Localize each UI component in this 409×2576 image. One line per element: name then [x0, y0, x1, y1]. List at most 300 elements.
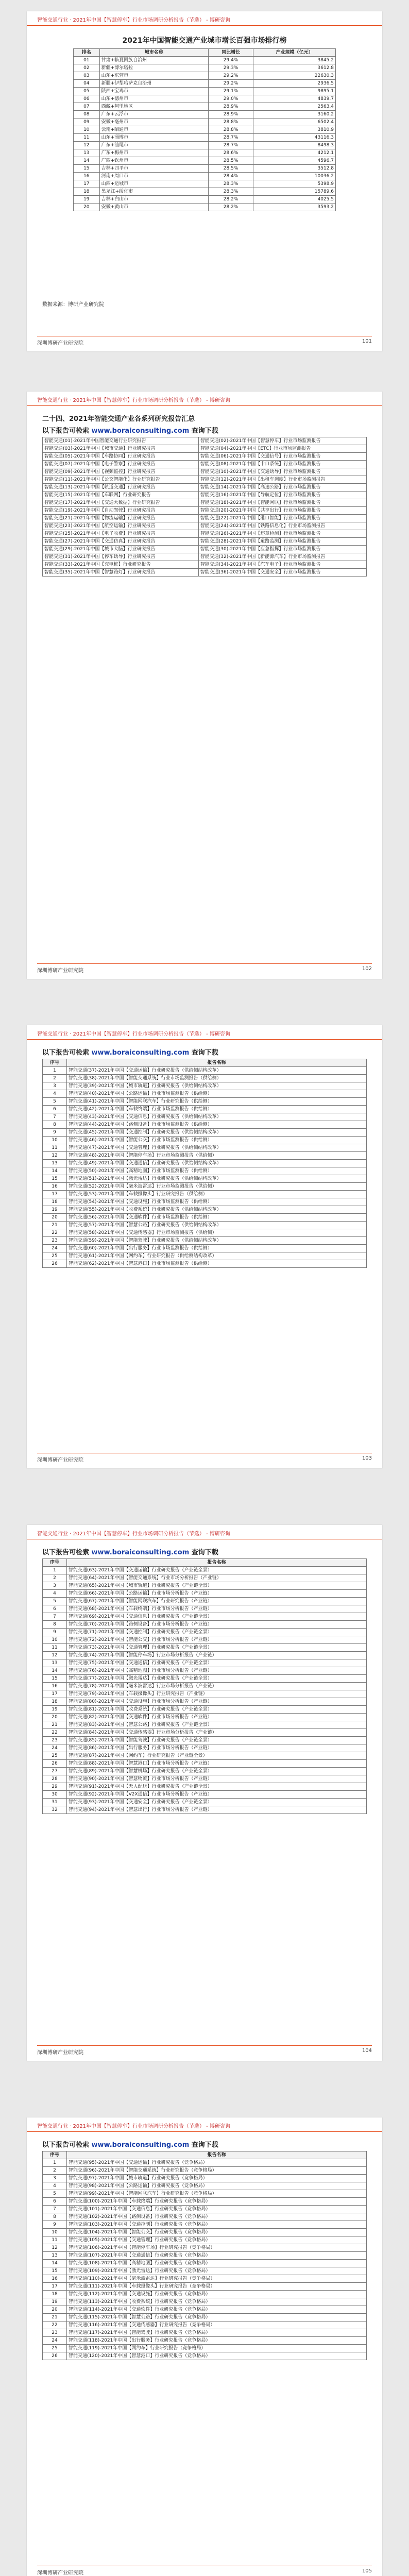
table-row: [43, 2167, 367, 2175]
row-number: 23: [43, 1237, 67, 1245]
city-cell: 新疆+博尔塔拉: [99, 64, 209, 72]
row-number: 28: [43, 1775, 67, 1783]
row-number: 1: [43, 1067, 67, 1075]
table-row: [43, 561, 367, 569]
row-number: 14: [43, 1667, 67, 1675]
table-row: [43, 1737, 367, 1744]
col-growth: 同比增长: [209, 49, 253, 57]
report-name: 智能交通(69)-2021年中国【交通信息】行业研究报告（产业链全景）: [67, 1613, 367, 1621]
row-number: 24: [43, 2337, 67, 2345]
table-row: [43, 2267, 367, 2275]
table-row: [43, 569, 367, 577]
report-item: 智能交通(08)-2021年中国【卡口系统】行业市场监测报告: [198, 461, 366, 468]
row-number: 4: [43, 1590, 67, 1598]
city-cell: 新疆+伊犁哈萨克自治州: [99, 80, 209, 88]
table-row: [43, 2175, 367, 2182]
report-name: 智能交通(65)-2021年中国【城市轨道】行业研究报告（产业链全景）: [67, 1582, 367, 1590]
growth-cell: 28.7%: [209, 142, 253, 149]
row-number: 5: [43, 2190, 67, 2198]
report-item: 智能交通(29)-2021年中国【城市大脑】行业研究报告: [43, 546, 199, 553]
page-number: 105: [362, 2568, 372, 2574]
page-footer: [37, 1453, 372, 1463]
report-item: 智能交通(07)-2021年中国【电子警察】行业研究报告: [43, 461, 199, 468]
table-row: [43, 437, 367, 445]
city-cell: 广东+云浮市: [99, 111, 209, 118]
report-item: 智能交通(33)-2021年中国【充电桩】行业研究报告: [43, 561, 199, 569]
rank-cell: 12: [74, 142, 100, 149]
report-item: 智能交通(11)-2021年中国【公交智能化】行业研究报告: [43, 476, 199, 484]
row-number: 12: [43, 1152, 67, 1160]
scale-cell: 22630.3: [253, 72, 336, 80]
report-name: 智能交通(56)-2021年中国【交通软件】行业市场监测报告（供给侧）: [67, 1214, 367, 1222]
row-number: 26: [43, 1260, 67, 1268]
report-item: 智能交通(35)-2021年中国【智慧路灯】行业研究报告: [43, 569, 199, 577]
report-item: 智能交通(30)-2021年中国【应急指挥】行业市场监测报告: [198, 546, 366, 553]
footer-org: 深圳博研产业研究院: [37, 341, 83, 346]
table-row: [43, 2221, 367, 2229]
report-name: 智能交通(38)-2021年中国【智能交通系统】行业市场监测报告（供给侧）: [67, 1075, 367, 1082]
rank-cell: 06: [74, 95, 100, 103]
table-row: [74, 111, 336, 118]
rank-cell: 08: [74, 111, 100, 118]
table-row: [43, 1121, 367, 1129]
row-number: 14: [43, 1167, 67, 1175]
city-cell: 安徽+黄山市: [99, 204, 209, 211]
table-row: [43, 1775, 367, 1783]
report-name: 智能交通(68)-2021年中国【车载终端】行业市场分析报告（产业链）: [67, 1605, 367, 1613]
row-number: 5: [43, 1098, 67, 1106]
growth-cell: 28.8%: [209, 118, 253, 126]
report-name: 智能交通(47)-2021年中国【交通管理】行业研究报告（供给侧结构改革）: [67, 1144, 367, 1152]
report-list-table: [42, 1558, 367, 1814]
table-row: [43, 1574, 367, 1582]
table-row: [74, 134, 336, 142]
report-name: 智能交通(60)-2021年中国【出行服务】行业市场监测报告（供给侧）: [67, 1245, 367, 1252]
report-item: 智能交通(15)-2021年中国【车联网】行业研究报告: [43, 492, 199, 499]
row-number: 9: [43, 1629, 67, 1636]
row-number: 11: [43, 1644, 67, 1652]
table-row: [43, 461, 367, 468]
rank-cell: 02: [74, 64, 100, 72]
growth-cell: 28.5%: [209, 165, 253, 173]
row-number: 20: [43, 1214, 67, 1222]
table-row: [74, 95, 336, 103]
report-name: 智能交通(114)-2021年中国【交通软件】行业研究报告（竞争格局）: [67, 2306, 367, 2314]
table-row: [43, 522, 367, 530]
table-row: [74, 88, 336, 95]
table-row: [74, 180, 336, 188]
report-name: 智能交通(64)-2021年中国【智能交通系统】行业市场分析报告（产业链）: [67, 1574, 367, 1582]
table-row: [43, 2275, 367, 2283]
table-row: [43, 1198, 367, 1206]
col-rank: 排名: [74, 49, 100, 57]
table-row: [43, 1152, 367, 1160]
col-scale: 产业规模（亿元）: [253, 49, 336, 57]
report-name: 智能交通(67)-2021年中国【智能网联汽车】行业研究报告（产业链）: [67, 1598, 367, 1605]
table-row: [43, 2213, 367, 2221]
scale-cell: 4025.5: [253, 196, 336, 204]
report-name: 智能交通(79)-2021年中国【车载摄像头】行业研究报告（产业链）: [67, 1690, 367, 1698]
table-row: [43, 1644, 367, 1652]
table-row: [43, 1791, 367, 1799]
report-name: 智能交通(117)-2021年中国【智能驾驶】行业研究报告（竞争格局）: [67, 2329, 367, 2337]
table-row: [43, 2298, 367, 2306]
city-cell: 吉林+四平市: [99, 165, 209, 173]
table-row: [43, 1714, 367, 1721]
search-hint: 以下报告可检索 www.boraiconsulting.com 查询下载: [42, 2141, 218, 2149]
rank-cell: 14: [74, 157, 100, 165]
report-name: 智能交通(103)-2021年中国【交通控制】行业研究报告（竞争格局）: [67, 2221, 367, 2229]
row-number: 24: [43, 1245, 67, 1252]
table-row: [43, 1605, 367, 1613]
table-row: [43, 1768, 367, 1775]
table-row: [43, 1582, 367, 1590]
row-number: 18: [43, 2291, 67, 2298]
table-row: [43, 1590, 367, 1598]
row-number: 4: [43, 2182, 67, 2190]
row-number: 7: [43, 1613, 67, 1621]
table-row: [43, 2345, 367, 2352]
report-name: 智能交通(116)-2021年中国【交通传感器】行业研究报告（竞争格局）: [67, 2321, 367, 2329]
table-row: [43, 1229, 367, 1237]
row-number: 22: [43, 2321, 67, 2329]
city-cell: 甘肃+临夏回族自治州: [99, 57, 209, 64]
report-name: 智能交通(104)-2021年中国【智能公交】行业研究报告（竞争格局）: [67, 2229, 367, 2236]
row-number: 1: [43, 1567, 67, 1574]
rank-cell: 01: [74, 57, 100, 64]
report-name: 智能交通(96)-2021年中国【智能交通系统】行业研究报告（竞争格局）: [67, 2167, 367, 2175]
row-number: 9: [43, 2221, 67, 2229]
row-number: 19: [43, 2298, 67, 2306]
report-name: 智能交通(37)-2021年中国【交通运输】行业研究报告（供给侧结构改革）: [67, 1067, 367, 1075]
report-name: 智能交通(48)-2021年中国【智能停车场】行业市场监测报告（供给侧）: [67, 1152, 367, 1160]
report-item: 智能交通(10)-2021年中国【交通诱导】行业市场监测报告: [198, 468, 366, 476]
row-number: 13: [43, 1160, 67, 1167]
page-3: [27, 1025, 382, 1468]
table-row: [43, 1113, 367, 1121]
table-row: [43, 2352, 367, 2360]
table-row: [43, 1214, 367, 1222]
report-name: 智能交通(63)-2021年中国【交通运输】行业研究报告（产业链全景）: [67, 1567, 367, 1574]
row-number: 11: [43, 1144, 67, 1152]
report-name: 智能交通(84)-2021年中国【交通传感器】行业市场分析报告（产业链）: [67, 1729, 367, 1737]
city-cell: 云南+昭通市: [99, 126, 209, 134]
report-name: 智能交通(55)-2021年中国【收费系统】行业研究报告（供给侧结构改革）: [67, 1206, 367, 1214]
report-name: 智能交通(101)-2021年中国【交通信息】行业研究报告（竞争格局）: [67, 2206, 367, 2213]
table-row: [43, 1659, 367, 1667]
report-name: 智能交通(99)-2021年中国【智能网联汽车】行业研究报告（竞争格局）: [67, 2190, 367, 2198]
table-row: [43, 484, 367, 492]
row-number: 27: [43, 1768, 67, 1775]
footer-org: 深圳博研产业研究院: [37, 968, 83, 974]
row-number: 21: [43, 2314, 67, 2321]
report-name: 智能交通(115)-2021年中国【智慧公路】行业研究报告（竞争格局）: [67, 2314, 367, 2321]
table-row: [43, 1106, 367, 1113]
scale-cell: 4212.1: [253, 149, 336, 157]
site-link[interactable]: www.boraiconsulting.com: [91, 1049, 190, 1057]
row-number: 12: [43, 1652, 67, 1659]
report-name: 智能交通(95)-2021年中国【交通运输】行业研究报告（竞争格局）: [67, 2159, 367, 2167]
report-item: 智能交通(22)-2021年中国【港口智能】行业市场监测报告: [198, 515, 366, 522]
table-row: [43, 1706, 367, 1714]
row-number: 15: [43, 1675, 67, 1683]
report-name: 智能交通(51)-2021年中国【激光雷达】行业研究报告（供给侧结构改革）: [67, 1175, 367, 1183]
report-name: 智能交通(100)-2021年中国【车载终端】行业研究报告（竞争格局）: [67, 2198, 367, 2206]
growth-cell: 28.3%: [209, 180, 253, 188]
report-name: 智能交通(39)-2021年中国【城市轨道】行业研究报告（供给侧结构改革）: [67, 1082, 367, 1090]
report-name: 智能交通(106)-2021年中国【智能停车场】行业研究报告（竞争格局）: [67, 2244, 367, 2252]
row-number: 2: [43, 1574, 67, 1582]
report-item: 智能交通(34)-2021年中国【汽车电子】行业市场监测报告: [198, 561, 366, 569]
search-hint: 以下报告可检索 www.boraiconsulting.com 查询下载: [42, 1049, 218, 1057]
report-item: 智能交通(06)-2021年中国【交通信号】行业市场监测报告: [198, 453, 366, 461]
report-name: 智能交通(85)-2021年中国【智能驾驶】行业研究报告（产业链全景）: [67, 1737, 367, 1744]
report-name: 智能交通(71)-2021年中国【交通控制】行业研究报告（产业链全景）: [67, 1629, 367, 1636]
report-name: 智能交通(105)-2021年中国【交通管理】行业研究报告（竞争格局）: [67, 2236, 367, 2244]
page-footer: [37, 2566, 372, 2576]
table-row: [43, 1183, 367, 1191]
report-item: 智能交通(09)-2021年中国【视频监控】行业研究报告: [43, 468, 199, 476]
report-name: 智能交通(94)-2021年中国【智慧出行】行业市场分析报告（产业链）: [67, 1806, 367, 1814]
page-1: [27, 11, 382, 351]
report-name: 智能交通(57)-2021年中国【智慧公路】行业研究报告（供给侧结构改革）: [67, 1222, 367, 1229]
table-row: [43, 1675, 367, 1683]
row-number: 21: [43, 1721, 67, 1729]
report-name: 智能交通(119)-2021年中国【网约车】行业研究报告（竞争格局）: [67, 2345, 367, 2352]
rank-cell: 20: [74, 204, 100, 211]
report-name: 智能交通(58)-2021年中国【交通传感器】行业市场监测报告（供给侧）: [67, 1229, 367, 1237]
report-name: 智能交通(118)-2021年中国【出行服务】行业研究报告（竞争格局）: [67, 2337, 367, 2345]
scale-cell: 3810.9: [253, 126, 336, 134]
report-item: 智能交通(31)-2021年中国【停车诱导】行业研究报告: [43, 553, 199, 561]
table-row: [43, 538, 367, 546]
report-item: 智能交通(05)-2021年中国【车路协同】行业研究报告: [43, 453, 199, 461]
row-number: 3: [43, 1082, 67, 1090]
row-number: 6: [43, 2198, 67, 2206]
growth-cell: 29.2%: [209, 80, 253, 88]
row-number: 10: [43, 1636, 67, 1644]
report-name: 智能交通(81)-2021年中国【收费系统】行业研究报告（产业链全景）: [67, 1706, 367, 1714]
growth-cell: 28.4%: [209, 173, 253, 180]
scale-cell: 3593.2: [253, 204, 336, 211]
table-row: [43, 1721, 367, 1729]
report-item: 智能交通(26)-2021年中国【违章检测】行业市场监测报告: [198, 530, 366, 538]
growth-cell: 28.8%: [209, 126, 253, 134]
report-item: 智能交通(01)-2021年中国智能交通行业研究报告: [43, 437, 199, 445]
report-item: 智能交通(03)-2021年中国【城市交通】行业研究报告: [43, 445, 199, 453]
row-number: 10: [43, 2229, 67, 2236]
report-name: 智能交通(72)-2021年中国【智能公交】行业市场分析报告（产业链）: [67, 1636, 367, 1644]
report-name: 智能交通(108)-2021年中国【高精地图】行业研究报告（竞争格局）: [67, 2260, 367, 2267]
report-item: 智能交通(02)-2021年中国【智慧停车】行业市场监测报告: [198, 437, 366, 445]
search-hint: 以下报告可检索 www.boraiconsulting.com 查询下载: [42, 1549, 218, 1556]
table-row: [43, 1075, 367, 1082]
city-cell: 吉林+白山市: [99, 196, 209, 204]
table-row: [43, 2198, 367, 2206]
footer-org: 深圳博研产业研究院: [37, 2570, 83, 2576]
data-source: 数据来源：博研产业研究院: [42, 302, 104, 308]
report-name: 智能交通(82)-2021年中国【交通软件】行业市场分析报告（产业链）: [67, 1714, 367, 1721]
report-name: 智能交通(49)-2021年中国【交通通信】行业研究报告（供给侧结构改革）: [67, 1160, 367, 1167]
city-cell: 山西+运城市: [99, 180, 209, 188]
report-name: 智能交通(109)-2021年中国【激光雷达】行业研究报告（竞争格局）: [67, 2267, 367, 2275]
city-cell: 西藏+阿里地区: [99, 103, 209, 111]
growth-cell: 29.0%: [209, 95, 253, 103]
report-name: 智能交通(88)-2021年中国【智慧港口】行业市场分析报告（产业链）: [67, 1760, 367, 1768]
row-number: 7: [43, 1113, 67, 1121]
table-row: [43, 453, 367, 461]
table-row: [74, 126, 336, 134]
city-cell: 河南+周口市: [99, 173, 209, 180]
scale-cell: 5398.9: [253, 180, 336, 188]
table-row: [43, 2306, 367, 2314]
table-row: [43, 2252, 367, 2260]
page-header: 智能交通行业 · 2021年中国【智慧停车】行业市场调研分析报告（节选） - 博研咨询: [27, 1525, 382, 1539]
section-title: 二十四、2021年智能交通产业各系列研究报告汇总: [42, 415, 195, 423]
report-name: 智能交通(76)-2021年中国【高精地图】行业市场分析报告（产业链）: [67, 1667, 367, 1675]
row-number: 20: [43, 2306, 67, 2314]
site-link[interactable]: www.boraiconsulting.com: [91, 427, 190, 435]
scale-cell: 3845.2: [253, 57, 336, 64]
site-link[interactable]: www.boraiconsulting.com: [91, 2141, 190, 2149]
table-row: [43, 1683, 367, 1690]
table-row: [43, 1799, 367, 1806]
report-item: 智能交通(04)-2021年中国【ETC】行业市场监测报告: [198, 445, 366, 453]
report-name: 智能交通(93)-2021年中国【交通安全】行业研究报告（产业链全景）: [67, 1799, 367, 1806]
report-name: 智能交通(89)-2021年中国【智慧机场】行业研究报告（产业链全景）: [67, 1768, 367, 1775]
table-row: [43, 2314, 367, 2321]
row-number: 31: [43, 1799, 67, 1806]
growth-cell: 28.2%: [209, 204, 253, 211]
table-row: [43, 1806, 367, 1814]
scale-cell: 3160.2: [253, 111, 336, 118]
rank-cell: 09: [74, 118, 100, 126]
col-no: 序号: [43, 1059, 67, 1067]
row-number: 26: [43, 2352, 67, 2360]
table-row: [43, 1160, 367, 1167]
row-number: 30: [43, 1791, 67, 1799]
report-item: 智能交通(23)-2021年中国【航空运输】行业研究报告: [43, 522, 199, 530]
table-row: [43, 2229, 367, 2236]
row-number: 6: [43, 1605, 67, 1613]
footer-org: 深圳博研产业研究院: [37, 2050, 83, 2056]
report-name: 智能交通(50)-2021年中国【高精地图】行业市场监测报告（供给侧）: [67, 1167, 367, 1175]
table-row: [74, 64, 336, 72]
report-name: 智能交通(87)-2021年中国【网约车】行业研究报告（产业链全景）: [67, 1752, 367, 1760]
table-row: [74, 57, 336, 64]
search-hint: 以下报告可检索 www.boraiconsulting.com 查询下载: [42, 427, 218, 435]
scale-cell: 6502.4: [253, 118, 336, 126]
row-number: 12: [43, 2244, 67, 2252]
row-number: 15: [43, 1175, 67, 1183]
city-cell: 山东+东营市: [99, 72, 209, 80]
table-row: [74, 149, 336, 157]
row-number: 17: [43, 2283, 67, 2291]
page-header: 智能交通行业 · 2021年中国【智慧停车】行业市场调研分析报告（节选） - 博研咨询: [27, 1025, 382, 1040]
rank-cell: 17: [74, 180, 100, 188]
report-name: 智能交通(111)-2021年中国【车载摄像头】行业研究报告（竞争格局）: [67, 2283, 367, 2291]
table-row: [43, 2182, 367, 2190]
report-name: 智能交通(70)-2021年中国【路侧设备】行业市场分析报告（产业链）: [67, 1621, 367, 1629]
growth-cell: 29.3%: [209, 64, 253, 72]
row-number: 11: [43, 2236, 67, 2244]
report-name: 智能交通(74)-2021年中国【智能停车场】行业市场分析报告（产业链）: [67, 1652, 367, 1659]
growth-cell: 29.4%: [209, 57, 253, 64]
report-name: 智能交通(97)-2021年中国【城市轨道】行业研究报告（竞争格局）: [67, 2175, 367, 2182]
report-name: 智能交通(54)-2021年中国【交通设施】行业市场监测报告（供给侧）: [67, 1198, 367, 1206]
row-number: 2: [43, 2167, 67, 2175]
row-number: 8: [43, 1621, 67, 1629]
report-name: 智能交通(92)-2021年中国【V2X通信】行业市场分析报告（产业链）: [67, 1791, 367, 1799]
table-row: [43, 553, 367, 561]
scale-cell: 3612.8: [253, 64, 336, 72]
table-row: [43, 530, 367, 538]
rank-cell: 13: [74, 149, 100, 157]
report-name: 智能交通(77)-2021年中国【激光雷达】行业研究报告（产业链全景）: [67, 1675, 367, 1683]
row-number: 6: [43, 1106, 67, 1113]
report-name: 智能交通(80)-2021年中国【交通设施】行业市场分析报告（产业链）: [67, 1698, 367, 1706]
table-row: [74, 157, 336, 165]
table-row: [43, 1598, 367, 1605]
table-row: [43, 1629, 367, 1636]
report-name: 智能交通(107)-2021年中国【交通通信】行业研究报告（竞争格局）: [67, 2252, 367, 2260]
row-number: 8: [43, 1121, 67, 1129]
table-row: [43, 1067, 367, 1075]
table-row: [43, 1206, 367, 1214]
report-item: 智能交通(19)-2021年中国【自动驾驶】行业研究报告: [43, 507, 199, 515]
growth-cell: 28.9%: [209, 103, 253, 111]
growth-cell: 28.2%: [209, 196, 253, 204]
report-name: 智能交通(42)-2021年中国【车载终端】行业市场监测报告（供给侧）: [67, 1106, 367, 1113]
col-city: 城市名称: [99, 49, 209, 57]
growth-cell: 28.6%: [209, 149, 253, 157]
row-number: 25: [43, 1752, 67, 1760]
growth-cell: 28.9%: [209, 111, 253, 118]
page-header: 智能交通行业 · 2021年中国【智慧停车】行业市场调研分析报告（节选） - 博研咨询: [27, 2117, 382, 2132]
table-row: [43, 546, 367, 553]
table-row: [43, 1090, 367, 1098]
row-number: 22: [43, 1729, 67, 1737]
table-row: [43, 1567, 367, 1574]
page-number: 104: [362, 2048, 372, 2054]
report-item: 智能交通(13)-2021年中国【轨道交通】行业研究报告: [43, 484, 199, 492]
table-row: [43, 1636, 367, 1644]
ranking-table: [73, 48, 336, 211]
growth-cell: 28.5%: [209, 157, 253, 165]
scale-cell: 3512.8: [253, 165, 336, 173]
report-name: 智能交通(40)-2021年中国【公路运输】行业市场监测报告（供给侧）: [67, 1090, 367, 1098]
table-row: [43, 1752, 367, 1760]
scale-cell: 4839.7: [253, 95, 336, 103]
report-name: 智能交通(52)-2021年中国【毫米波雷达】行业市场监测报告（供给侧）: [67, 1183, 367, 1191]
report-name: 智能交通(78)-2021年中国【毫米波雷达】行业市场分析报告（产业链）: [67, 1683, 367, 1690]
row-number: 23: [43, 2329, 67, 2337]
table-row: [74, 196, 336, 204]
row-number: 10: [43, 1137, 67, 1144]
growth-cell: 28.3%: [209, 188, 253, 196]
col-name: 报告名称: [67, 1559, 367, 1567]
row-number: 3: [43, 2175, 67, 2182]
row-number: 17: [43, 1690, 67, 1698]
col-name: 报告名称: [67, 2151, 367, 2159]
row-number: 26: [43, 1760, 67, 1768]
rank-cell: 05: [74, 88, 100, 95]
page-footer: [37, 963, 372, 974]
col-name: 报告名称: [67, 1059, 367, 1067]
rank-cell: 04: [74, 80, 100, 88]
table-row: [43, 2260, 367, 2267]
site-link[interactable]: www.boraiconsulting.com: [91, 1549, 190, 1556]
